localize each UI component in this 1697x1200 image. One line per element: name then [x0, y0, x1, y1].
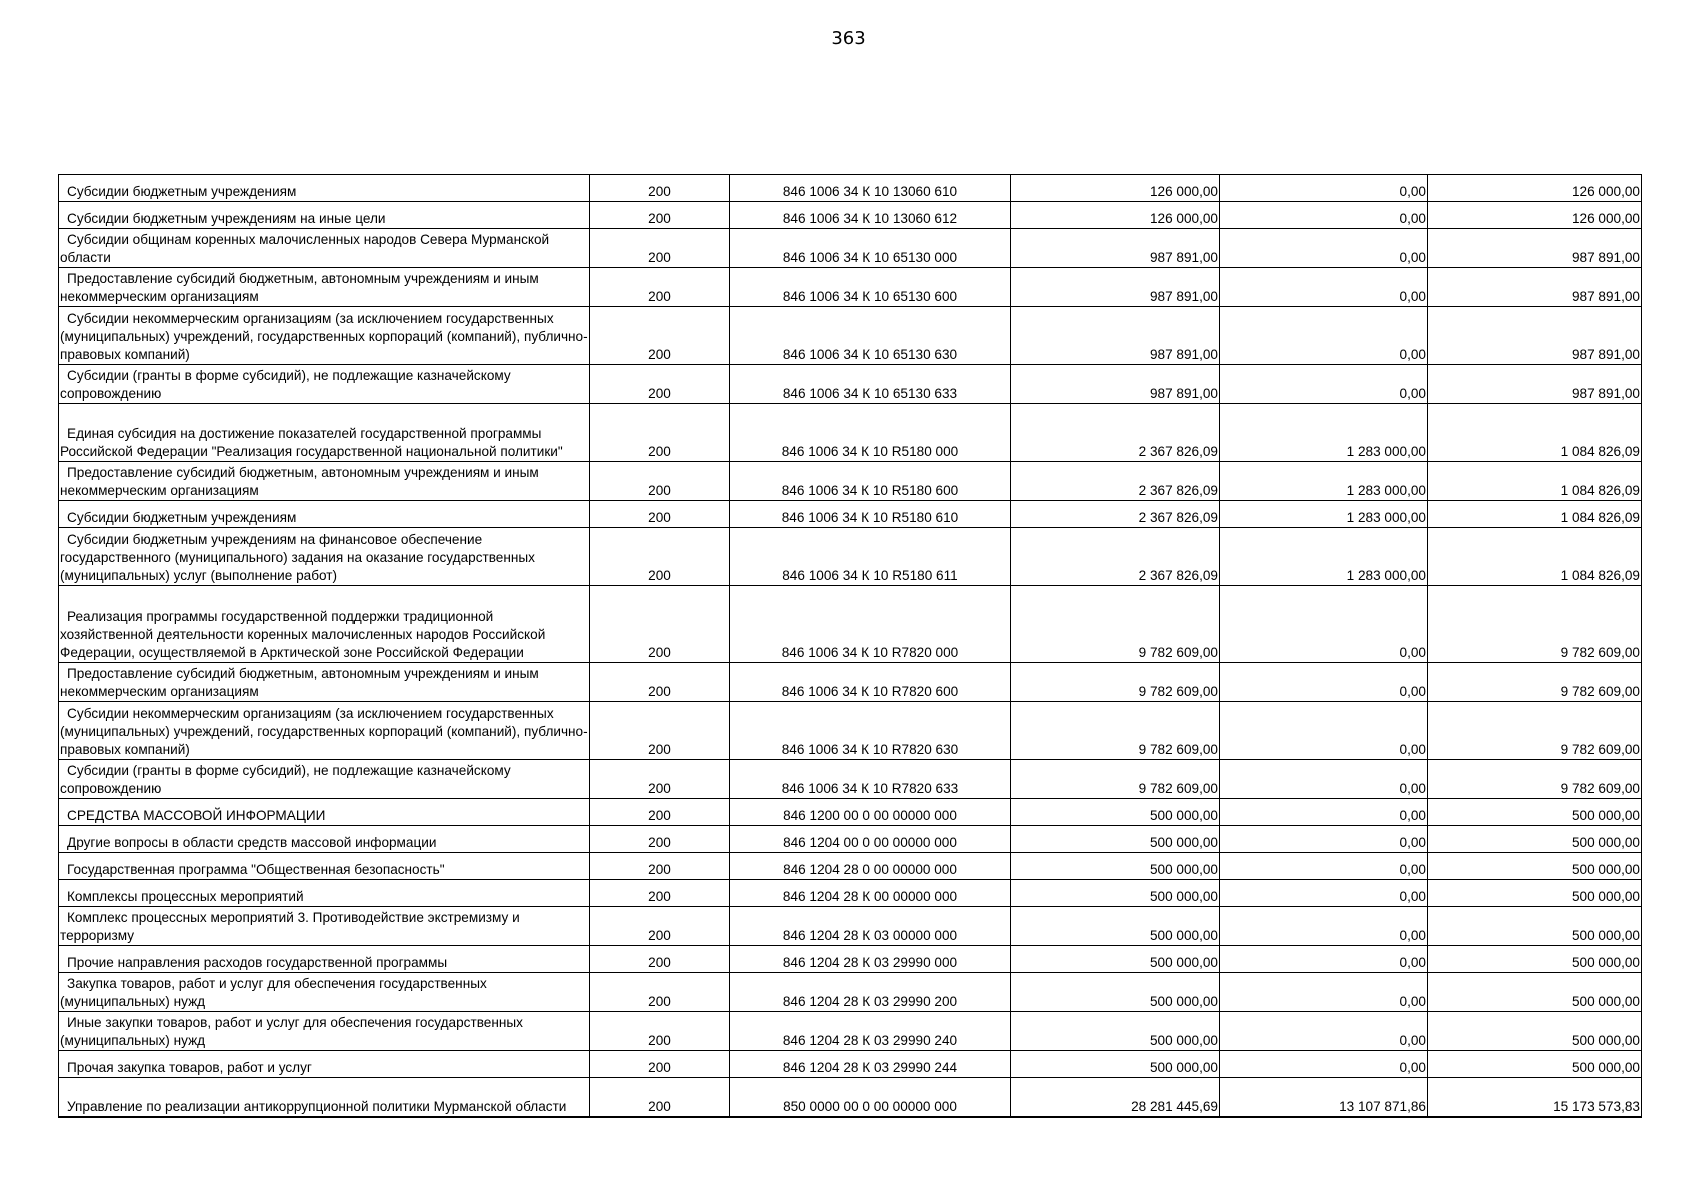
- table-row: [59, 202, 1642, 229]
- row-value-total: 2 367 826,09: [1011, 528, 1220, 586]
- row-value-federal: 0,00: [1220, 702, 1428, 760]
- row-value-federal: 13 107 871,86: [1220, 1078, 1428, 1118]
- row-value-regional: 500 000,00: [1428, 1051, 1642, 1078]
- row-admin-code: 200: [590, 175, 730, 202]
- row-value-federal: 0,00: [1220, 946, 1428, 973]
- row-name-text: Субсидии (гранты в форме субсидий), не подлежащие казначейскому сопровождению: [60, 763, 511, 796]
- row-budget-code: 846 1200 00 0 00 00000 000: [730, 799, 1011, 826]
- row-name: [59, 946, 590, 973]
- row-admin-code: 200: [590, 702, 730, 760]
- row-value-total: 500 000,00: [1011, 880, 1220, 907]
- row-name: [59, 202, 590, 229]
- row-name-text: Иные закупки товаров, работ и услуг для обеспечения государственных (муниципальных) нужд: [60, 1015, 523, 1048]
- row-name: [59, 462, 590, 501]
- row-value-total: 987 891,00: [1011, 268, 1220, 307]
- row-value-total: 126 000,00: [1011, 202, 1220, 229]
- row-name: [59, 1012, 590, 1051]
- row-value-total: 987 891,00: [1011, 307, 1220, 365]
- row-value-regional: 15 173 573,83: [1428, 1078, 1642, 1118]
- row-name: [59, 175, 590, 202]
- table-row: [59, 586, 1642, 663]
- row-value-total: 2 367 826,09: [1011, 501, 1220, 528]
- row-admin-code: 200: [590, 1012, 730, 1051]
- row-value-federal: 0,00: [1220, 760, 1428, 799]
- row-value-regional: 987 891,00: [1428, 268, 1642, 307]
- row-budget-code: 846 1204 28 К 03 29990 244: [730, 1051, 1011, 1078]
- row-value-regional: 500 000,00: [1428, 853, 1642, 880]
- table-row: [59, 1012, 1642, 1051]
- row-budget-code: 846 1204 28 К 03 00000 000: [730, 907, 1011, 946]
- table-row: [59, 799, 1642, 826]
- row-budget-code: 846 1006 34 К 10 65130 600: [730, 268, 1011, 307]
- row-admin-code: 200: [590, 973, 730, 1012]
- page-number: 363: [831, 28, 866, 49]
- row-budget-code: 846 1006 34 К 10 65130 000: [730, 229, 1011, 268]
- row-value-federal: 0,00: [1220, 365, 1428, 404]
- row-value-regional: 9 782 609,00: [1428, 760, 1642, 799]
- row-admin-code: 200: [590, 907, 730, 946]
- row-value-total: 500 000,00: [1011, 973, 1220, 1012]
- table-row: [59, 501, 1642, 528]
- row-value-federal: 0,00: [1220, 826, 1428, 853]
- row-value-total: 9 782 609,00: [1011, 760, 1220, 799]
- row-value-regional: 987 891,00: [1428, 307, 1642, 365]
- row-value-regional: 9 782 609,00: [1428, 586, 1642, 663]
- table-row: [59, 663, 1642, 702]
- table-row: [59, 1051, 1642, 1078]
- table-row: [59, 946, 1642, 973]
- table-row: [59, 365, 1642, 404]
- row-budget-code: 846 1204 28 0 00 00000 000: [730, 853, 1011, 880]
- row-name-text: Реализация программы государственной поддержки традиционной хозяйственной деятельности коренных малочисленных народов Российской Федерации, осуществляемой в Арктической зоне Российской Федерации: [60, 609, 546, 660]
- row-value-federal: 0,00: [1220, 1051, 1428, 1078]
- row-name-text: Единая субсидия на достижение показателей государственной программы Российской Федерации "Реализация государственной национальной политики": [60, 426, 563, 459]
- row-name-text: Предоставление субсидий бюджетным, автономным учреждениям и иным некоммерческим организациям: [60, 465, 539, 498]
- row-budget-code: 846 1006 34 К 10 R5180 000: [730, 404, 1011, 462]
- row-name: [59, 663, 590, 702]
- row-name: [59, 973, 590, 1012]
- table-row: [59, 907, 1642, 946]
- row-budget-code: 846 1204 28 К 03 29990 000: [730, 946, 1011, 973]
- row-admin-code: 200: [590, 501, 730, 528]
- row-value-total: 500 000,00: [1011, 907, 1220, 946]
- row-value-regional: 987 891,00: [1428, 365, 1642, 404]
- row-value-regional: 9 782 609,00: [1428, 702, 1642, 760]
- row-name: [59, 702, 590, 760]
- row-value-total: 987 891,00: [1011, 229, 1220, 268]
- row-budget-code: 846 1006 34 К 10 R7820 633: [730, 760, 1011, 799]
- row-name-text: Закупка товаров, работ и услуг для обеспечения государственных (муниципальных) нужд: [60, 976, 487, 1009]
- row-name: [59, 907, 590, 946]
- row-value-federal: 0,00: [1220, 907, 1428, 946]
- row-admin-code: 200: [590, 404, 730, 462]
- row-name-text: Субсидии общинам коренных малочисленных народов Севера Мурманской области: [60, 232, 550, 265]
- row-admin-code: 200: [590, 1078, 730, 1118]
- table-row: [59, 826, 1642, 853]
- row-value-regional: 987 891,00: [1428, 229, 1642, 268]
- row-name-text: Субсидии некоммерческим организациям (за исключением государственных (муниципальных) учреждений, государственных корпораций (компаний), публично-правовых компаний): [60, 311, 588, 362]
- budget-table: [58, 174, 1642, 1118]
- row-admin-code: 200: [590, 202, 730, 229]
- row-name-text: Субсидии бюджетным учреждениям на иные цели: [67, 211, 386, 226]
- row-admin-code: 200: [590, 528, 730, 586]
- row-name: [59, 586, 590, 663]
- row-value-total: 500 000,00: [1011, 826, 1220, 853]
- row-name: [59, 1051, 590, 1078]
- row-name-text: Предоставление субсидий бюджетным, автономным учреждениям и иным некоммерческим организациям: [60, 666, 539, 699]
- row-admin-code: 200: [590, 853, 730, 880]
- row-value-total: 987 891,00: [1011, 365, 1220, 404]
- row-value-regional: 126 000,00: [1428, 175, 1642, 202]
- row-name-text: Прочая закупка товаров, работ и услуг: [67, 1060, 312, 1075]
- row-name-text: Субсидии бюджетным учреждениям на финансовое обеспечение государственного (муниципального) задания на оказание государственных (муниципальных) услуг (выполнение работ): [60, 532, 535, 583]
- row-budget-code: 846 1006 34 К 10 65130 633: [730, 365, 1011, 404]
- row-name: [59, 307, 590, 365]
- row-name: [59, 528, 590, 586]
- row-name: [59, 404, 590, 462]
- row-name: [59, 880, 590, 907]
- row-name-text: СРЕДСТВА МАССОВОЙ ИНФОРМАЦИИ: [67, 808, 326, 823]
- row-admin-code: 200: [590, 880, 730, 907]
- row-value-federal: 0,00: [1220, 175, 1428, 202]
- table-row: [59, 175, 1642, 202]
- row-value-total: 2 367 826,09: [1011, 462, 1220, 501]
- row-value-regional: 126 000,00: [1428, 202, 1642, 229]
- row-budget-code: 846 1204 28 К 03 29990 240: [730, 1012, 1011, 1051]
- row-name-text: Государственная программа "Общественная безопасность": [67, 862, 445, 877]
- row-admin-code: 200: [590, 307, 730, 365]
- row-value-regional: 500 000,00: [1428, 880, 1642, 907]
- row-value-federal: 0,00: [1220, 853, 1428, 880]
- row-value-regional: 9 782 609,00: [1428, 663, 1642, 702]
- row-value-total: 500 000,00: [1011, 1051, 1220, 1078]
- table-row: [59, 760, 1642, 799]
- row-name-text: Субсидии (гранты в форме субсидий), не подлежащие казначейскому сопровождению: [60, 368, 511, 401]
- table-row: [59, 268, 1642, 307]
- table-row: [59, 1078, 1642, 1118]
- row-name: [59, 826, 590, 853]
- row-name-text: Субсидии бюджетным учреждениям: [67, 510, 297, 525]
- row-value-total: 9 782 609,00: [1011, 702, 1220, 760]
- row-name: [59, 229, 590, 268]
- row-name-text: Прочие направления расходов государственной программы: [67, 955, 448, 970]
- row-value-federal: 0,00: [1220, 663, 1428, 702]
- row-admin-code: 200: [590, 826, 730, 853]
- table-row: [59, 528, 1642, 586]
- row-value-federal: 1 283 000,00: [1220, 404, 1428, 462]
- row-value-total: 126 000,00: [1011, 175, 1220, 202]
- row-value-total: 9 782 609,00: [1011, 663, 1220, 702]
- row-name: [59, 799, 590, 826]
- row-budget-code: 846 1006 34 К 10 R7820 630: [730, 702, 1011, 760]
- row-value-regional: 1 084 826,09: [1428, 404, 1642, 462]
- row-admin-code: 200: [590, 229, 730, 268]
- row-name-text: Управление по реализации антикоррупционной политики Мурманской области: [67, 1099, 567, 1114]
- table-row: [59, 880, 1642, 907]
- row-value-federal: 0,00: [1220, 586, 1428, 663]
- row-budget-code: 846 1006 34 К 10 R7820 600: [730, 663, 1011, 702]
- row-value-regional: 500 000,00: [1428, 973, 1642, 1012]
- table-body: [59, 175, 1642, 1118]
- row-value-total: 500 000,00: [1011, 1012, 1220, 1051]
- table-row: [59, 702, 1642, 760]
- table-row: [59, 307, 1642, 365]
- row-value-federal: 0,00: [1220, 229, 1428, 268]
- row-name-text: Комплексы процессных мероприятий: [67, 889, 304, 904]
- row-admin-code: 200: [590, 663, 730, 702]
- row-budget-code: 846 1006 34 К 10 13060 612: [730, 202, 1011, 229]
- row-value-regional: 500 000,00: [1428, 946, 1642, 973]
- table-row: [59, 462, 1642, 501]
- row-budget-code: 846 1006 34 К 10 R5180 610: [730, 501, 1011, 528]
- table-row: [59, 404, 1642, 462]
- row-budget-code: 846 1006 34 К 10 R7820 000: [730, 586, 1011, 663]
- row-value-federal: 1 283 000,00: [1220, 528, 1428, 586]
- row-name-text: Субсидии некоммерческим организациям (за исключением государственных (муниципальных) учреждений, государственных корпораций (компаний), публично-правовых компаний): [60, 706, 588, 757]
- row-name: [59, 501, 590, 528]
- row-value-regional: 1 084 826,09: [1428, 528, 1642, 586]
- row-admin-code: 200: [590, 462, 730, 501]
- row-value-total: 9 782 609,00: [1011, 586, 1220, 663]
- row-name: [59, 853, 590, 880]
- row-value-federal: 0,00: [1220, 799, 1428, 826]
- row-name: [59, 1078, 590, 1118]
- row-value-total: 28 281 445,69: [1011, 1078, 1220, 1118]
- row-admin-code: 200: [590, 586, 730, 663]
- row-admin-code: 200: [590, 1051, 730, 1078]
- row-name: [59, 365, 590, 404]
- row-admin-code: 200: [590, 799, 730, 826]
- row-value-regional: 500 000,00: [1428, 1012, 1642, 1051]
- row-value-federal: 1 283 000,00: [1220, 462, 1428, 501]
- row-admin-code: 200: [590, 365, 730, 404]
- row-value-total: 500 000,00: [1011, 946, 1220, 973]
- row-value-total: 2 367 826,09: [1011, 404, 1220, 462]
- table-row: [59, 853, 1642, 880]
- row-value-total: 500 000,00: [1011, 799, 1220, 826]
- row-name-text: Другие вопросы в области средств массовой информации: [67, 835, 437, 850]
- row-value-regional: 1 084 826,09: [1428, 501, 1642, 528]
- row-value-federal: 0,00: [1220, 202, 1428, 229]
- row-admin-code: 200: [590, 760, 730, 799]
- row-value-federal: 0,00: [1220, 307, 1428, 365]
- row-value-federal: 0,00: [1220, 268, 1428, 307]
- row-budget-code: 846 1006 34 К 10 R5180 600: [730, 462, 1011, 501]
- row-value-regional: 1 084 826,09: [1428, 462, 1642, 501]
- row-budget-code: 846 1006 34 К 10 13060 610: [730, 175, 1011, 202]
- row-name: [59, 760, 590, 799]
- row-value-total: 500 000,00: [1011, 853, 1220, 880]
- row-name-text: Субсидии бюджетным учреждениям: [67, 184, 297, 199]
- row-value-federal: 0,00: [1220, 973, 1428, 1012]
- row-name: [59, 268, 590, 307]
- row-budget-code: 846 1006 34 К 10 65130 630: [730, 307, 1011, 365]
- row-budget-code: 846 1006 34 К 10 R5180 611: [730, 528, 1011, 586]
- table-row: [59, 229, 1642, 268]
- row-value-federal: 0,00: [1220, 1012, 1428, 1051]
- row-budget-code: 850 0000 00 0 00 00000 000: [730, 1078, 1011, 1118]
- row-value-regional: 500 000,00: [1428, 799, 1642, 826]
- row-admin-code: 200: [590, 946, 730, 973]
- row-value-regional: 500 000,00: [1428, 907, 1642, 946]
- row-value-regional: 500 000,00: [1428, 826, 1642, 853]
- table-row: [59, 973, 1642, 1012]
- row-value-federal: 0,00: [1220, 880, 1428, 907]
- row-name-text: Предоставление субсидий бюджетным, автономным учреждениям и иным некоммерческим организациям: [60, 271, 539, 304]
- row-admin-code: 200: [590, 268, 730, 307]
- row-budget-code: 846 1204 28 К 00 00000 000: [730, 880, 1011, 907]
- row-value-federal: 1 283 000,00: [1220, 501, 1428, 528]
- row-budget-code: 846 1204 28 К 03 29990 200: [730, 973, 1011, 1012]
- row-name-text: Комплекс процессных мероприятий 3. Противодействие экстремизму и терроризму: [60, 910, 520, 943]
- row-budget-code: 846 1204 00 0 00 00000 000: [730, 826, 1011, 853]
